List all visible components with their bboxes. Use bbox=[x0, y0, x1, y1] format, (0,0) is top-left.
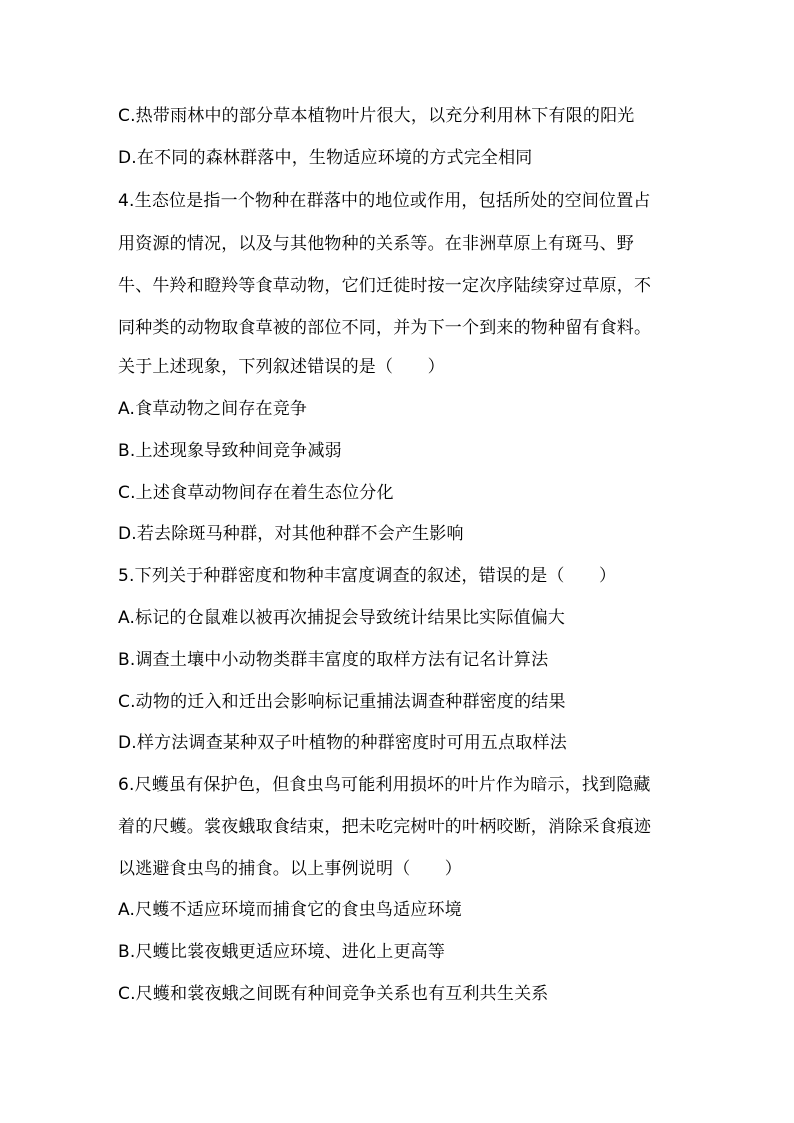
question-4-line-5: 关于上述现象，下列叙述错误的是（ ） bbox=[118, 357, 445, 377]
question-6-line-1: 6.尺蠖虽有保护色，但食虫鸟可能利用损坏的叶片作为暗示，找到隐藏 bbox=[118, 775, 651, 795]
question-4-line-2: 用资源的情况，以及与其他物种的关系等。在非洲草原上有斑马、野 bbox=[118, 234, 634, 254]
option-5d: D.样方法调查某种双子叶植物的种群密度时可用五点取样法 bbox=[118, 733, 567, 753]
question-5: 5.下列关于种群密度和物种丰富度调查的叙述，错误的是（ ） bbox=[118, 566, 617, 586]
option-5a: A.标记的仓鼠难以被再次捕捉会导致统计结果比实际值偏大 bbox=[118, 608, 566, 628]
option-4d: D.若去除斑马种群，对其他种群不会产生影响 bbox=[118, 524, 464, 544]
option-5b: B.调查土壤中小动物类群丰富度的取样方法有记名计算法 bbox=[118, 650, 549, 670]
option-6a: A.尺蠖不适应环境而捕食它的食虫鸟适应环境 bbox=[118, 900, 462, 920]
option-4c: C.上述食草动物间存在着生态位分化 bbox=[118, 483, 394, 503]
question-4-line-4: 同种类的动物取食草被的部位不同，并为下一个到来的物种留有食料。 bbox=[118, 318, 652, 338]
option-4a: A.食草动物之间存在竞争 bbox=[118, 399, 308, 419]
question-6-line-3: 以逃避食虫鸟的捕食。以上事例说明（ ） bbox=[118, 859, 462, 879]
option-4b: B.上述现象导致种间竞争减弱 bbox=[118, 441, 342, 461]
question-6-line-2: 着的尺蠖。裳夜蛾取食结束，把未吃完树叶的叶柄咬断，消除采食痕迹 bbox=[118, 817, 652, 837]
option-3d: D.在不同的森林群落中，生物适应环境的方式完全相同 bbox=[118, 148, 533, 168]
option-3c: C.热带雨林中的部分草本植物叶片很大，以充分利用林下有限的阳光 bbox=[118, 106, 635, 126]
question-4-line-3: 牛、牛羚和瞪羚等食草动物，它们迁徙时按一定次序陆续穿过草原，不 bbox=[118, 276, 652, 296]
option-6b: B.尺蠖比裳夜蛾更适应环境、进化上更高等 bbox=[118, 942, 446, 962]
option-5c: C.动物的迁入和迁出会影响标记重捕法调查种群密度的结果 bbox=[118, 692, 566, 712]
option-6c: C.尺蠖和裳夜蛾之间既有种间竞争关系也有互利共生关系 bbox=[118, 984, 549, 1004]
question-4-line-1: 4.生态位是指一个物种在群落中的地位或作用，包括所处的空间位置占 bbox=[118, 191, 651, 211]
